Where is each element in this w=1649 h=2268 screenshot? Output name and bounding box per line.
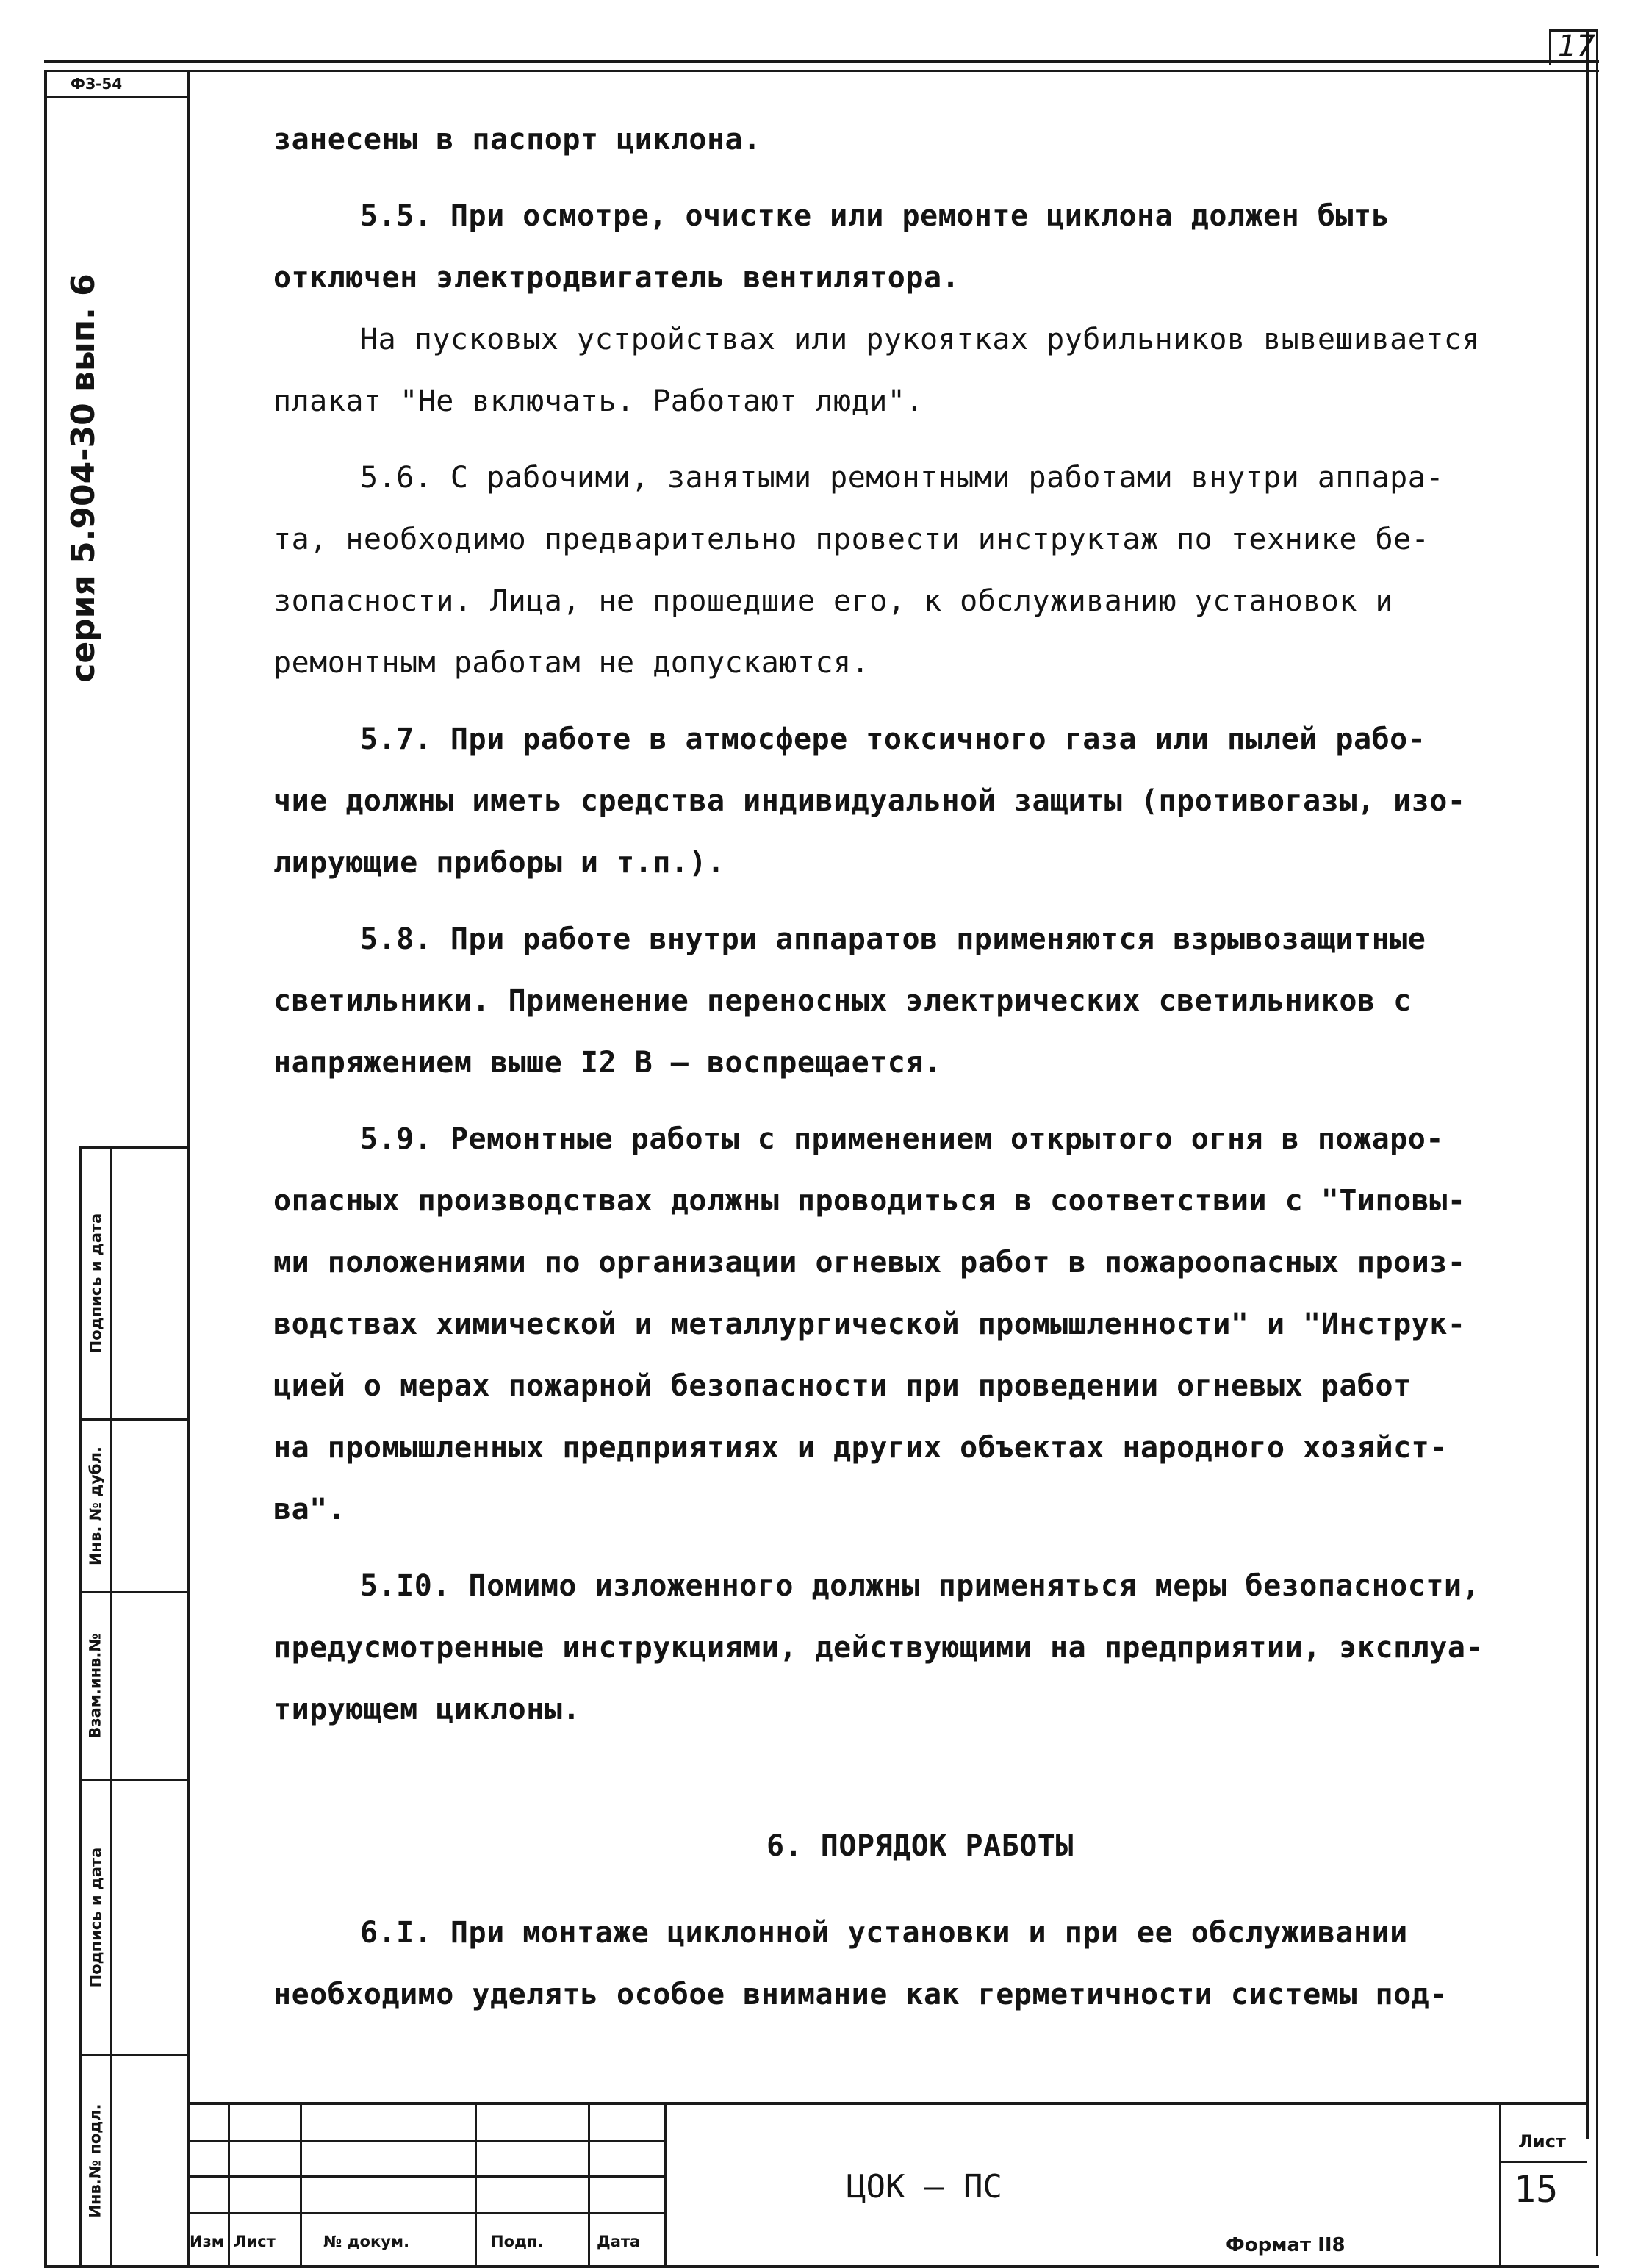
title-block-row-2 <box>187 2175 664 2178</box>
strip-cell-signature-bottom: Подпись и дата <box>87 1847 105 1988</box>
paragraph-5-5: 5.5. При осмотре, очистке или ремонте циклона должен быть <box>360 199 1390 233</box>
title-block-row-3 <box>187 2212 664 2214</box>
strip-sep-3 <box>79 1779 188 1781</box>
format-label: Формат II8 <box>1226 2234 1346 2256</box>
title-block-col-5 <box>664 2102 667 2267</box>
strip-sep-2 <box>79 1591 188 1593</box>
title-block-col-izm: Изм <box>190 2233 224 2250</box>
title-block-col-list: Лист <box>234 2233 276 2250</box>
title-block-top-line <box>187 2102 1587 2105</box>
strip-cell-signature-top: Подпись и дата <box>87 1213 105 1354</box>
strip-cell-dup-inv: Инв. № дубл. <box>87 1446 105 1565</box>
frame-right-line <box>1586 29 1589 2139</box>
text-line: ва". <box>273 1493 346 1526</box>
title-block-col-1 <box>228 2102 230 2267</box>
title-block-sheet-col <box>1499 2102 1501 2267</box>
title-block-col-date: Дата <box>597 2233 641 2250</box>
sheet-label: Лист <box>1518 2131 1566 2152</box>
stamp-code: ФЗ-54 <box>71 75 123 93</box>
frame-bottom-line <box>44 2265 1599 2268</box>
text-line: занесены в паспорт циклона. <box>273 123 761 157</box>
text-line: цией о мерах пожарной безопасности при проведении огневых работ <box>273 1369 1412 1403</box>
text-line: лирующие приборы и т.п.). <box>273 846 725 880</box>
series-label: серия 5.904-30 вып. 6 <box>64 273 102 683</box>
frame-inner-top-line <box>44 70 1599 72</box>
text-line: светильники. Применение переносных электрических светильников с <box>273 984 1412 1018</box>
text-line: ремонтным работам не допускаются. <box>273 646 870 680</box>
strip-cell-inv-original: Инв.№ подл. <box>87 2103 104 2218</box>
strip-sep-1 <box>79 1418 188 1421</box>
title-block-col-3 <box>475 2102 477 2267</box>
document-code: ЦОК – ПС <box>847 2168 1002 2206</box>
series-label-box <box>57 220 109 735</box>
paragraph-5-9: 5.9. Ремонтные работы с применением открытого огня в пожаро- <box>360 1122 1444 1156</box>
text-line: отключен электродвигатель вентилятора. <box>273 261 960 295</box>
text-line: на промышленных предприятиях и других объектах народного хозяйст- <box>273 1431 1448 1465</box>
strip-cell-replace-inv: Взам.инв.№ <box>87 1633 104 1739</box>
frame-left-line <box>44 70 47 2267</box>
title-block-row-1 <box>187 2140 664 2142</box>
section-heading: 6. ПОРЯДОК РАБОТЫ <box>766 1829 1074 1863</box>
text-line: тирующем циклоны. <box>273 1693 581 1726</box>
text-line: опасных производствах должны проводиться в соответствии с "Типовы- <box>273 1184 1466 1218</box>
paragraph-5-10: 5.I0. Помимо изложенного должны применяться меры безопасности, <box>360 1569 1481 1603</box>
sheet-number: 15 <box>1514 2168 1559 2211</box>
paragraph-5-6: 5.6. С рабочими, занятыми ремонтными работами внутри аппара- <box>360 461 1444 495</box>
strip-right-line <box>110 1146 112 2267</box>
text-line: На пусковых устройствах или рукоятках рубильников вывешивается <box>360 323 1481 356</box>
title-block-col-sign: Подп. <box>491 2233 544 2250</box>
text-line: чие должны иметь средства индивидуальной защиты (противогазы, изо- <box>273 784 1466 818</box>
frame-outer-right-line <box>1596 29 1598 2256</box>
text-line: ми положениями по организации огневых работ в пожароопасных произ- <box>273 1246 1466 1280</box>
strip-top-line <box>79 1146 188 1149</box>
strip-left-line <box>79 1146 82 2267</box>
text-line: та, необходимо предварительно провести инструктаж по технике бе- <box>273 523 1430 556</box>
title-block-col-2 <box>300 2102 302 2267</box>
page-number-box-left <box>1549 29 1551 65</box>
text-line: необходимо уделять особое внимание как герметичности системы под- <box>273 1978 1448 2012</box>
title-block-col-doc: № докум. <box>323 2233 410 2250</box>
title-block-sheet-sep <box>1499 2161 1587 2163</box>
frame-top-line <box>44 60 1599 63</box>
page-number: 17 <box>1558 29 1595 63</box>
frame-content-left-line <box>187 70 190 2267</box>
strip-sep-4 <box>79 2054 188 2056</box>
text-line: предусмотренные инструкциями, действующими на предприятии, эксплуа- <box>273 1631 1484 1665</box>
text-line: водствах химической и металлургической промышленности" и "Инструк- <box>273 1307 1466 1341</box>
paragraph-5-8: 5.8. При работе внутри аппаратов применяются взрывозащитные <box>360 922 1426 956</box>
paragraph-5-7: 5.7. При работе в атмосфере токсичного газа или пылей рабо- <box>360 722 1426 756</box>
text-line: плакат "Не включать. Работают люди". <box>273 384 924 418</box>
title-block-col-4 <box>588 2102 590 2267</box>
text-line: напряжением выше I2 В – воспрещается. <box>273 1046 942 1080</box>
paragraph-6-1: 6.I. При монтаже циклонной установки и при ее обслуживании <box>360 1916 1408 1950</box>
text-line: зопасности. Лица, не прошедшие его, к обслуживанию установок и <box>273 584 1394 618</box>
stamp-underline <box>44 96 188 98</box>
